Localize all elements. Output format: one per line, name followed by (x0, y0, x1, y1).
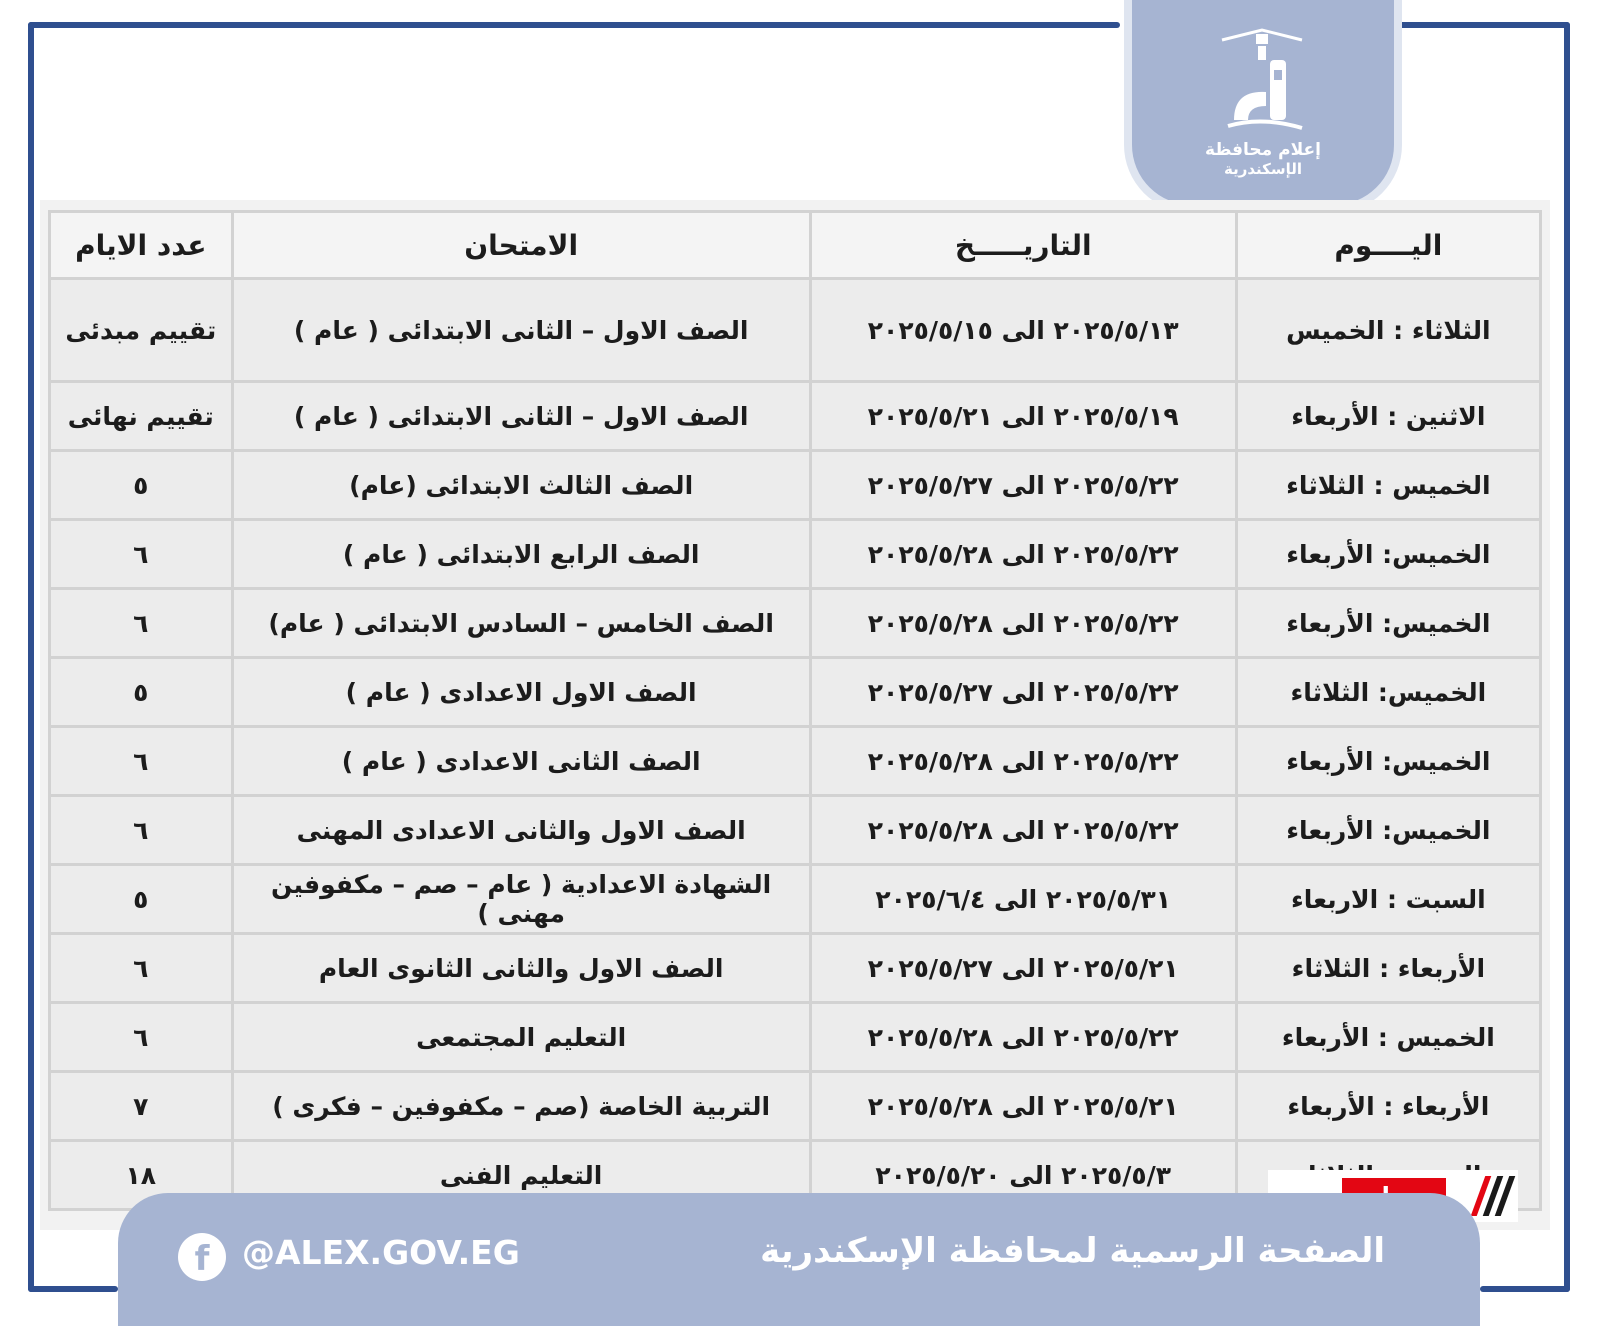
cell-date: ٢٠٢٥/٥/١٩ الى ٢٠٢٥/٥/٢١ (810, 382, 1236, 451)
cell-date: ٢٠٢٥/٥/٢٢ الى ٢٠٢٥/٥/٢٧ (810, 658, 1236, 727)
cell-days-count: ١٨ (50, 1141, 233, 1210)
cell-days-count: ٦ (50, 589, 233, 658)
frame-bottom-right (1480, 1286, 1570, 1292)
cell-days-count: تقييم نهائى (50, 382, 233, 451)
schedule-document (40, 200, 1550, 1230)
frame-top-right (1398, 22, 1570, 28)
table-row (50, 279, 1541, 382)
footer-handle-link[interactable]: @ALEX.GOV.EG (242, 1233, 520, 1272)
facebook-icon[interactable]: f (178, 1233, 226, 1281)
cell-date: ٢٠٢٥/٥/٣ الى ٢٠٢٥/٥/٢٠ (810, 1141, 1236, 1210)
cell-exam: الصف الاول الاعدادى ( عام ) (232, 658, 810, 727)
table-row (50, 589, 1541, 658)
table-row (50, 451, 1541, 520)
cell-exam: الصف الرابع الابتدائى ( عام ) (232, 520, 810, 589)
cell-day: الخميس: الثلاثاء (1236, 658, 1540, 727)
cell-exam: الصف الخامس – السادس الابتدائى ( عام) (232, 589, 810, 658)
logo-text-line1: إعلام محافظة (1205, 140, 1321, 160)
frame-bottom-left (28, 1286, 118, 1292)
footer-bar (118, 1193, 1480, 1326)
cell-days-count: ٧ (50, 1072, 233, 1141)
table-row (50, 1072, 1541, 1141)
cell-date: ٢٠٢٥/٥/٢٢ الى ٢٠٢٥/٥/٢٨ (810, 727, 1236, 796)
cell-exam: الصف الاول – الثانى الابتدائى ( عام ) (232, 382, 810, 451)
cell-days-count: ٦ (50, 520, 233, 589)
footer-page-title: الصفحة الرسمية لمحافظة الإسكندرية (760, 1231, 1385, 1271)
table-row (50, 520, 1541, 589)
table-row (50, 934, 1541, 1003)
cell-date: ٢٠٢٥/٥/٢٢ الى ٢٠٢٥/٥/٢٨ (810, 589, 1236, 658)
table-row (50, 796, 1541, 865)
header-day: اليــــوم (1236, 212, 1540, 279)
cell-days-count: ٥ (50, 658, 233, 727)
cell-exam: التعليم الفنى (232, 1141, 810, 1210)
cell-day: الأربعاء : الثلاثاء (1236, 934, 1540, 1003)
table-row (50, 382, 1541, 451)
cell-days-count: ٦ (50, 1003, 233, 1072)
cell-exam: الشهادة الاعدادية ( عام – صم – مكفوفين مهنى ) (232, 865, 810, 934)
cell-date: ٢٠٢٥/٥/٢٢ الى ٢٠٢٥/٥/٢٨ (810, 796, 1236, 865)
cell-date: ٢٠٢٥/٥/٢١ الى ٢٠٢٥/٥/٢٨ (810, 1072, 1236, 1141)
cell-day: الأربعاء : الأربعاء (1236, 1072, 1540, 1141)
cell-exam: الصف الثانى الاعدادى ( عام ) (232, 727, 810, 796)
table-header-row (50, 212, 1541, 279)
cell-days-count: ٦ (50, 727, 233, 796)
frame-top-left (28, 22, 1120, 28)
cell-day: الخميس: الأربعاء (1236, 589, 1540, 658)
table-row (50, 658, 1541, 727)
header-date: التاريـــــخ (810, 212, 1236, 279)
cell-date: ٢٠٢٥/٥/١٣ الى ٢٠٢٥/٥/١٥ (810, 279, 1236, 382)
table-row (50, 727, 1541, 796)
cell-days-count: تقييم مبدئى (50, 279, 233, 382)
cell-date: ٢٠٢٥/٥/٢٢ الى ٢٠٢٥/٥/٢٨ (810, 520, 1236, 589)
frame-right (1564, 22, 1570, 1292)
cell-date: ٢٠٢٥/٥/٢٢ الى ٢٠٢٥/٥/٢٧ (810, 451, 1236, 520)
cell-exam: الصف الثالث الابتدائى (عام) (232, 451, 810, 520)
cell-day: الخميس: الأربعاء (1236, 520, 1540, 589)
header-exam: الامتحان (232, 212, 810, 279)
lighthouse-logo-icon (1212, 20, 1312, 135)
cell-days-count: ٥ (50, 865, 233, 934)
cell-date: ٢٠٢٥/٥/٣١ الى ٢٠٢٥/٦/٤ (810, 865, 1236, 934)
cell-day: الخميس: الأربعاء (1236, 727, 1540, 796)
cell-exam: التربية الخاصة (صم – مكفوفين – فكرى ) (232, 1072, 810, 1141)
cell-days-count: ٦ (50, 796, 233, 865)
cell-day: الخميس : الثلاثاء (1236, 451, 1540, 520)
cell-day: السبت : الاربعاء (1236, 865, 1540, 934)
exam-schedule-table (48, 210, 1542, 1211)
cell-exam: التعليم المجتمعى (232, 1003, 810, 1072)
cell-day: الخميس : الأربعاء (1236, 1003, 1540, 1072)
table-row (50, 1003, 1541, 1072)
header-days-count: عدد الايام (50, 212, 233, 279)
cell-day: الثلاثاء : الخميس (1236, 279, 1540, 382)
logo-text-line2: الإسكندرية (1223, 160, 1303, 178)
cell-days-count: ٥ (50, 451, 233, 520)
cell-day: الخميس: الأربعاء (1236, 796, 1540, 865)
cell-date: ٢٠٢٥/٥/٢١ الى ٢٠٢٥/٥/٢٧ (810, 934, 1236, 1003)
cell-exam: الصف الاول والثانى الثانوى العام (232, 934, 810, 1003)
table-row (50, 865, 1541, 934)
governorate-logo (1132, 0, 1394, 205)
frame-left (28, 22, 34, 1292)
cell-day: الاثنين : الأربعاء (1236, 382, 1540, 451)
cell-days-count: ٦ (50, 934, 233, 1003)
cell-date: ٢٠٢٥/٥/٢٢ الى ٢٠٢٥/٥/٢٨ (810, 1003, 1236, 1072)
cell-exam: الصف الاول – الثانى الابتدائى ( عام ) (232, 279, 810, 382)
cell-exam: الصف الاول والثانى الاعدادى المهنى (232, 796, 810, 865)
